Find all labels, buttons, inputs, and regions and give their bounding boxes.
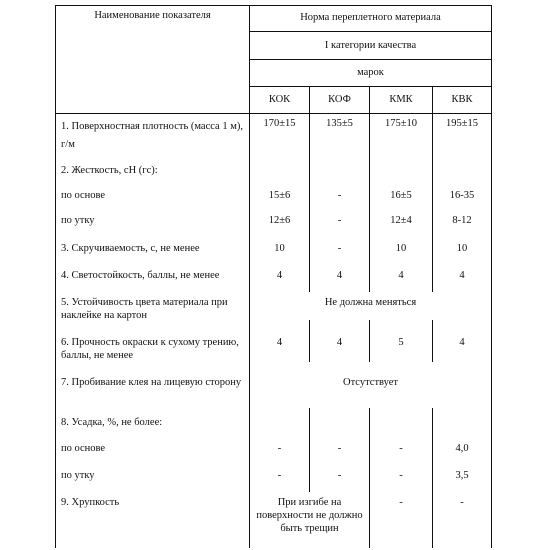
- merged-cell-value: Не должна меняться: [324, 297, 417, 308]
- header-rule: [249, 31, 491, 32]
- table-border-left: [55, 5, 56, 548]
- header-norm: Норма переплетного материала: [300, 12, 441, 23]
- cell-value: 4: [336, 337, 343, 348]
- merged-cell-value: Отсутствует: [343, 377, 398, 388]
- cell-value: -: [460, 497, 464, 508]
- cell-value: -: [337, 190, 342, 201]
- cell-value: -: [399, 497, 403, 508]
- cell-value: 10: [456, 243, 468, 254]
- merged-cell-value: При изгибе на поверхности не должно быть трещин: [256, 497, 363, 534]
- row-label: 1. Поверхностная плотность (масса 1 м), г/м: [61, 121, 243, 150]
- cell-value: 10: [395, 243, 407, 254]
- row-label: 8. Усадка, %, не более:: [61, 417, 163, 428]
- cell-value: -: [277, 470, 282, 481]
- row-label: по утку: [61, 470, 95, 481]
- row-label: 9. Хрупкость: [61, 497, 120, 508]
- cell-value: 3,5: [455, 470, 469, 481]
- header-brand-kok: КОК: [268, 94, 291, 105]
- row-label: 2. Жесткость, сН (гс):: [61, 165, 158, 176]
- row-label: по основе: [61, 190, 106, 201]
- header-marks: марок: [357, 67, 384, 78]
- cell-value: 4: [276, 337, 283, 348]
- header-indicator-name: Наименование показателя: [94, 10, 211, 21]
- cell-value: -: [337, 470, 342, 481]
- table-border-right: [491, 5, 492, 548]
- cell-value: 4: [398, 270, 404, 281]
- cell-value: 12±6: [268, 215, 291, 226]
- cell-value: 15±6: [268, 190, 291, 201]
- cell-value: 10: [274, 243, 285, 254]
- header-brand-kvk: КВК: [451, 94, 473, 105]
- row-label: 5. Устойчивость цвета материала при наклейке на картон: [61, 297, 228, 321]
- cell-value: -: [399, 470, 403, 481]
- cell-value: -: [277, 443, 282, 454]
- cell-value: -: [337, 243, 342, 254]
- row-label: по утку: [61, 215, 95, 226]
- cell-value: 4: [276, 270, 283, 281]
- header-category: I категории качества: [324, 40, 417, 51]
- cell-value: 4: [336, 270, 343, 281]
- cell-value: -: [399, 443, 403, 454]
- cell-value: 5: [398, 337, 404, 348]
- row-label: 6. Прочность окраски к сухому трению, баллы, не менее: [61, 337, 239, 361]
- row-label: по основе: [61, 443, 106, 454]
- cell-value: 4: [459, 337, 465, 348]
- table-border-top: [55, 5, 491, 6]
- row-label: 3. Скручиваемость, с, не менее: [61, 243, 200, 254]
- cell-value: -: [337, 443, 342, 454]
- header-brand-kmk: КМК: [389, 94, 413, 105]
- cell-value: -: [337, 215, 342, 226]
- cell-value: 175±10: [384, 118, 417, 129]
- header-rule: [249, 86, 491, 87]
- cell-value: 8-12: [452, 215, 472, 226]
- cell-value: 4,0: [455, 443, 469, 454]
- header-rule: [249, 59, 491, 60]
- cell-value: 12±4: [390, 215, 412, 226]
- row-label: 7. Пробивание клея на лицевую сторону: [61, 377, 242, 388]
- cell-value: 4: [459, 270, 465, 281]
- header-bottom-rule: [55, 113, 491, 114]
- cell-value: 170±15: [263, 118, 296, 129]
- cell-value: 135±5: [326, 118, 353, 129]
- row-label: 4. Светостойкость, баллы, не менее: [61, 270, 220, 281]
- header-brand-kof: КОФ: [328, 94, 351, 105]
- cell-value: 195±15: [445, 118, 478, 129]
- cell-value: 16-35: [449, 190, 475, 201]
- cell-value: 16±5: [390, 190, 412, 201]
